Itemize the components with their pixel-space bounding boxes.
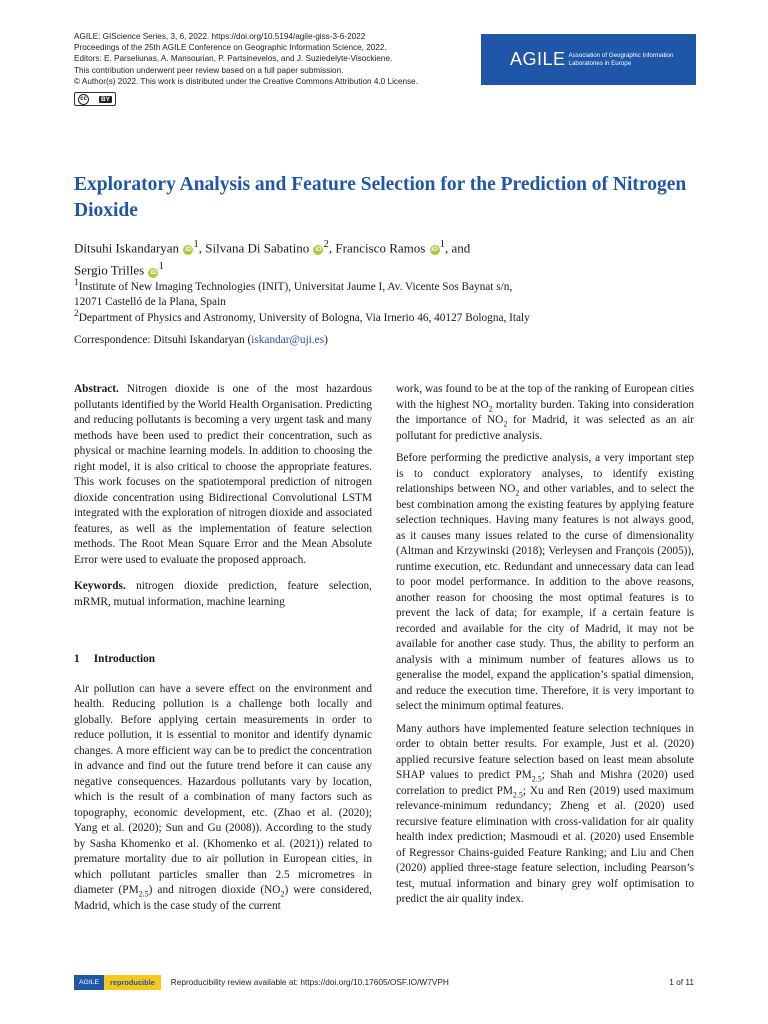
body-paragraph [396,722,694,908]
agile-logo-banner [481,34,696,85]
orcid-icon[interactable]: iD [315,246,322,254]
author-affiliation-sup: 1 [439,238,445,250]
author-separator: , [328,240,336,256]
intro-paragraph [74,682,372,915]
correspondence-label: Correspondence: Ditsuhi Iskandaryan ( [74,334,252,346]
affiliation-text: Institute of New Imaging Technologies (INIT), Universitat Jaume I, Av. Vicente Sos Baynat s/n, [78,280,513,293]
header-metadata [74,31,474,87]
header-line: This contribution underwent peer review based on a full paper submission. [74,65,344,75]
affiliation-text: 12071 Castelló de la Plana, Spain [74,296,226,309]
author-separator: , [198,240,206,256]
subscript: 2 [280,889,285,899]
agile-logo-text: AGILE [510,49,566,69]
author-affiliation-sup: 2 [323,238,329,250]
subscript: 2 [503,419,508,429]
text-run: ; Shah and Mishra (2020) used correlation to predict PM [396,769,694,797]
cc-by-license-badge[interactable] [74,92,116,106]
orcid-icon[interactable]: iD [185,246,192,254]
correspondence [74,333,694,349]
keywords [74,579,372,610]
abstract [74,382,372,568]
text-run: ) and nitrogen dioxide (NO [148,884,281,896]
keywords-label: Keywords. [74,580,126,592]
badge-reproducible-label: reproducible [104,975,161,990]
section-heading-introduction: 1 Introduction [74,653,156,665]
logo-sub-line: Laboratories in Europe [568,59,632,67]
subscript: 2.5 [512,789,523,799]
orcid-icon[interactable]: iD [150,268,157,276]
affiliation-text: Department of Physics and Astronomy, University of Bologna, Via Irnerio 46, 40127 Bologna, Italy [78,311,530,324]
text-run: work, was found to be at the top of the ranking of European cities with the highest NO [396,383,694,411]
author-list [74,235,694,280]
subscript: 2 [488,403,493,413]
author-affiliation-sup: 1 [158,260,164,273]
header-line: AGILE: GIScience Series, 3, 6, 2022. https://doi.org/10.5194/agile-giss-3-6-2022 [74,32,366,41]
abstract-text: Nitrogen dioxide is one of the most hazardous pollutants identified by the World Health Organisation. Predicting and reducing pollutants is becoming a very urgent task and many methods have been used to predict their concentration, such as physical or machine learning models. In addition to choosing the right model, it is also critical to choose the appropriate features. This work focuses on the spatiotemporal prediction of nitrogen dioxide concentration using Bidirectional Convolutional LSTM integrated with the exploration of nitrogen dioxide and associated features, as well as the implementation of feature selection methods. The Root Mean Square Error and the Mean Absolute Error were used to evaluate the proposed approach. [74,383,372,566]
text-run: for Madrid, it was selected as an air pollutant for predictive analysis. [396,414,694,442]
text-run: Before performing the predictive analysis, a very important step is to conduct exploratory analyses, to identify existing relationships between NO [396,452,694,495]
affiliation-2 [74,307,694,326]
header-line: Editors: E. Parseliunas, A. Mansourian, P. Partsinevelos, and J. Suziedelyte-Visockiene. [74,54,393,64]
author-name: Silvana Di Sabatino [205,240,310,256]
text-run: and other variables, and to select the best combination among the existing features by applying feature selection techniques. Having many features is not always good, as it causes many issues related to the curse of dimensionality (Altman and Krzywinski (2018); Verleysen and François (2005)), runtime execution, etc. Redundant and unnecessary data can lead to poor model performance. In addition to the above reasons, another reason for choosing the most optimal features is to prevent the lack of data; for example, if a certain feature is recorded and available for the city of Madrid, it may not be available for another case study. Thus, the ability to perform an analysis with a minimum number of features allows us to generalise the model, expand the application’s spatial dimension, and reduce the execution time. Therefore, it is very important to select the minimum optimal features. [396,483,694,712]
by-icon: BY [100,95,110,103]
header-line: Proceedings of the 25th AGILE Conference on Geographic Information Science, 2022. [74,43,387,53]
keywords-text: nitrogen dioxide prediction, feature selection, mRMR, mutual information, machine learning [74,580,372,608]
reproducible-badge[interactable] [74,975,161,990]
affiliation-number: 1 [74,278,79,288]
page-footer [74,972,694,992]
body-paragraph [396,451,694,715]
author-affiliation-sup: 1 [193,238,199,250]
affiliation-number: 2 [74,309,79,319]
orcid-icon[interactable]: iD [431,246,438,254]
reproducibility-review-link[interactable]: Reproducibility review available at: https://doi.org/10.17605/OSF.IO/W7VPH [170,977,449,987]
text-run: ; Xu and Ren (2019) used maximum relevance-minimum redundancy; Zheng et al. (2020) used recursive feature elimination with cross-validation for air quality health index prediction; Masmoudi et al. (2020) used Ensemble of Regressor Chains-guided Feature Ranking; and Liu and Chen (2020) applied three-stage feature selection, including Pearson’s test, mutual information and binary grey wolf optimisation to predict the air quality index. [396,784,694,905]
badge-agile-label: AGILE [74,975,104,990]
paper-title: Exploratory Analysis and Feature Selection for the Prediction of Nitrogen Dioxide [74,174,687,221]
author-name: Ditsuhi Iskandaryan [74,240,180,256]
text-run: ) were considered, Madrid, which is the case study of the current [74,884,372,912]
correspondence-end: ) [324,334,328,346]
subscript: 2 [515,488,520,498]
author-name: Francisco Ramos [335,240,426,256]
header-line: © Author(s) 2022. This work is distributed under the Creative Commons Attribution 4.0 License. [74,76,419,86]
text-run: mortality burden. Taking into consideration the importance of NO [396,398,695,426]
text-run: Air pollution can have a severe effect on the environment and health. Reducing pollution is a challenge both locally and globally. Before applying certain measurements in order to reduce pollution, it is essential to monitor and identify dynamic changes. A more efficient way can be to predict the concentration in advance and find out the future trend before it can cause any negative consequences. Hazardous pollutants vary by location, which is the result of a combination of many factors such as topography, economic development, etc. (Zhao et al. (2020); Yang et al. (2020); Sun and Gu (2008)). According to the study by Sasha Khomenko et al. (Khomenko et al. (2021)) related to premature mortality due to air pollution in European cities, in which pollutant particles smaller than 2.5 micrometres in diameter (PM [74,682,372,896]
left-column [74,382,372,921]
page-number: 1 of 11 [669,977,694,987]
cc-icon: cc [78,94,89,105]
subscript: 2.5 [531,774,542,784]
author-name: Sergio Trilles [74,262,145,278]
abstract-label: Abstract. [74,383,119,395]
logo-sub-line: Association of Geographic Information [568,52,674,60]
text-run: Many authors have implemented feature selection techniques in order to obtain better results. For example, Just et al. (2020) applied recursive feature selection based on least mean absolute SHAP values to predict PM [396,722,694,781]
author-separator: , and [444,240,471,256]
body-paragraph [396,382,694,444]
agile-logo-subtitle [569,52,674,67]
subscript: 2.5 [138,889,149,899]
affiliation-1 [74,276,694,311]
right-column [396,382,694,915]
email-link[interactable]: iskandar@uji.es [251,334,325,346]
